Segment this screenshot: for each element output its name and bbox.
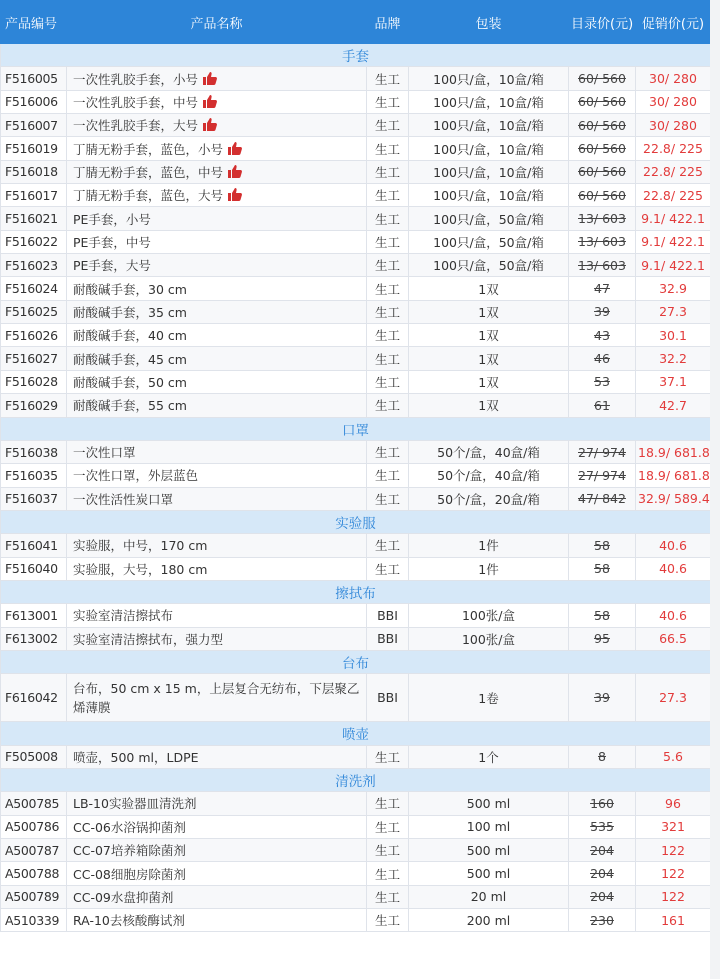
promo-price-cell: 9.1/ 422.1 xyxy=(636,230,711,253)
product-code-cell: F516029 xyxy=(1,394,67,417)
product-name-text: 丁腈无粉手套，蓝色，大号 xyxy=(73,188,224,204)
product-code-cell: F516027 xyxy=(1,347,67,370)
brand-cell: 生工 xyxy=(367,557,409,580)
product-code-cell: F613002 xyxy=(1,627,67,650)
table-row xyxy=(1,370,711,393)
product-name-cell xyxy=(67,909,367,932)
promo-price-cell: 32.2 xyxy=(636,347,711,370)
promo-price-cell: 30/ 280 xyxy=(636,114,711,137)
section-title: 台布 xyxy=(1,650,711,673)
brand-cell: 生工 xyxy=(367,839,409,862)
promo-price-cell: 5.6 xyxy=(636,745,711,768)
promo-price-cell: 40.6 xyxy=(636,534,711,557)
package-cell: 1双 xyxy=(409,324,569,347)
product-name-text: 实验室清洁擦拭布，强力型 xyxy=(73,631,224,647)
thumbs-up-icon xyxy=(227,141,243,155)
table-row xyxy=(1,557,711,580)
list-price-cell: 58 xyxy=(569,534,636,557)
package-cell: 100只/盒，10盒/箱 xyxy=(409,160,569,183)
list-price-cell: 204 xyxy=(569,839,636,862)
promo-price-cell: 42.7 xyxy=(636,394,711,417)
list-price-cell: 60/ 560 xyxy=(569,184,636,207)
promo-price-cell: 30.1 xyxy=(636,324,711,347)
brand-cell: 生工 xyxy=(367,277,409,300)
table-row xyxy=(1,160,711,183)
product-name-cell xyxy=(67,184,367,207)
list-price-cell: 60/ 560 xyxy=(569,90,636,113)
product-name-cell xyxy=(67,862,367,885)
product-code-cell: A500787 xyxy=(1,839,67,862)
list-price-cell: 39 xyxy=(569,300,636,323)
product-name-text: 台布，50 cm x 15 m，上层复合无纺布，下层聚乙烯薄膜 xyxy=(73,680,360,715)
package-cell: 100只/盒，10盒/箱 xyxy=(409,114,569,137)
section-title: 实验服 xyxy=(1,510,711,533)
product-name-cell xyxy=(67,557,367,580)
section-header-row xyxy=(1,580,711,603)
brand-cell: BBI xyxy=(367,674,409,722)
list-price-cell: 39 xyxy=(569,674,636,722)
product-name-text: 一次性乳胶手套，大号 xyxy=(73,118,199,134)
table-row xyxy=(1,254,711,277)
list-price-cell: 204 xyxy=(569,885,636,908)
promo-price-cell: 30/ 280 xyxy=(636,67,711,90)
table-row xyxy=(1,627,711,650)
header-promo-price: 促销价(元) xyxy=(636,1,711,44)
product-name-cell xyxy=(67,207,367,230)
product-name-cell xyxy=(67,487,367,510)
product-name-text: 一次性口罩，外层蓝色 xyxy=(73,468,199,484)
brand-cell: 生工 xyxy=(367,347,409,370)
package-cell: 100只/盒，10盒/箱 xyxy=(409,184,569,207)
table-row xyxy=(1,885,711,908)
section-header-row xyxy=(1,768,711,791)
list-price-cell: 47/ 842 xyxy=(569,487,636,510)
table-row xyxy=(1,487,711,510)
product-code-cell: F516037 xyxy=(1,487,67,510)
list-price-cell: 535 xyxy=(569,815,636,838)
package-cell: 100张/盒 xyxy=(409,604,569,627)
product-name-cell xyxy=(67,815,367,838)
header-code: 产品编号 xyxy=(1,1,67,44)
promo-price-cell: 122 xyxy=(636,839,711,862)
product-name-text: CC-08细胞房除菌剂 xyxy=(73,866,186,882)
product-name-cell xyxy=(67,277,367,300)
brand-cell: BBI xyxy=(367,627,409,650)
section-title: 擦拭布 xyxy=(1,580,711,603)
product-name-text: 耐酸碱手套，40 cm xyxy=(73,328,187,344)
package-cell: 100只/盒，50盒/箱 xyxy=(409,207,569,230)
brand-cell: 生工 xyxy=(367,745,409,768)
package-cell: 1双 xyxy=(409,347,569,370)
product-code-cell: F516040 xyxy=(1,557,67,580)
product-code-cell: F516024 xyxy=(1,277,67,300)
product-name-text: CC-07培养箱除菌剂 xyxy=(73,843,186,859)
product-code-cell: A500785 xyxy=(1,792,67,815)
promo-price-cell: 22.8/ 225 xyxy=(636,160,711,183)
brand-cell: 生工 xyxy=(367,114,409,137)
product-name-text: 一次性乳胶手套，小号 xyxy=(73,71,199,87)
brand-cell: 生工 xyxy=(367,464,409,487)
table-row xyxy=(1,300,711,323)
product-name-cell xyxy=(67,674,367,722)
product-name-text: CC-06水浴锅抑菌剂 xyxy=(73,819,186,835)
thumbs-up-icon xyxy=(202,71,218,85)
list-price-cell: 61 xyxy=(569,394,636,417)
brand-cell: 生工 xyxy=(367,184,409,207)
package-cell: 100只/盒，50盒/箱 xyxy=(409,254,569,277)
brand-cell: 生工 xyxy=(367,300,409,323)
section-header-row xyxy=(1,510,711,533)
brand-cell: 生工 xyxy=(367,394,409,417)
product-code-cell: A500786 xyxy=(1,815,67,838)
list-price-cell: 60/ 560 xyxy=(569,137,636,160)
table-row xyxy=(1,230,711,253)
brand-cell: 生工 xyxy=(367,815,409,838)
package-cell: 1卷 xyxy=(409,674,569,722)
table-row xyxy=(1,464,711,487)
product-name-text: PE手套，中号 xyxy=(73,234,151,250)
promo-price-cell: 27.3 xyxy=(636,300,711,323)
package-cell: 20 ml xyxy=(409,885,569,908)
table-row xyxy=(1,534,711,557)
table-row xyxy=(1,745,711,768)
list-price-cell: 230 xyxy=(569,909,636,932)
header-name: 产品名称 xyxy=(67,1,367,44)
product-name-cell xyxy=(67,324,367,347)
list-price-cell: 27/ 974 xyxy=(569,440,636,463)
promo-price-cell: 9.1/ 422.1 xyxy=(636,207,711,230)
product-code-cell: F516019 xyxy=(1,137,67,160)
thumbs-up-icon xyxy=(202,117,218,131)
product-name-cell xyxy=(67,440,367,463)
product-name-cell xyxy=(67,137,367,160)
table-row xyxy=(1,137,711,160)
product-name-text: 一次性乳胶手套，中号 xyxy=(73,94,199,110)
brand-cell: 生工 xyxy=(367,324,409,347)
product-code-cell: F516018 xyxy=(1,160,67,183)
promo-price-cell: 18.9/ 681.8 xyxy=(636,440,711,463)
brand-cell: 生工 xyxy=(367,487,409,510)
product-code-cell: A500788 xyxy=(1,862,67,885)
list-price-cell: 160 xyxy=(569,792,636,815)
list-price-cell: 8 xyxy=(569,745,636,768)
promo-price-cell: 122 xyxy=(636,885,711,908)
product-name-cell xyxy=(67,67,367,90)
table-row xyxy=(1,324,711,347)
package-cell: 100只/盒，10盒/箱 xyxy=(409,137,569,160)
product-name-cell xyxy=(67,464,367,487)
header-pack: 包装 xyxy=(409,1,569,44)
table-row xyxy=(1,815,711,838)
package-cell: 100只/盒，10盒/箱 xyxy=(409,67,569,90)
product-name-cell xyxy=(67,394,367,417)
promo-price-cell: 32.9/ 589.4 xyxy=(636,487,711,510)
section-title: 清洗剂 xyxy=(1,768,711,791)
product-name-cell xyxy=(67,370,367,393)
package-cell: 100 ml xyxy=(409,815,569,838)
brand-cell: 生工 xyxy=(367,230,409,253)
package-cell: 50个/盒，40盒/箱 xyxy=(409,464,569,487)
promo-price-cell: 96 xyxy=(636,792,711,815)
product-code-cell: F516007 xyxy=(1,114,67,137)
table-row xyxy=(1,347,711,370)
product-name-cell xyxy=(67,604,367,627)
product-name-text: 实验服，大号，180 cm xyxy=(73,561,208,577)
product-name-text: 耐酸碱手套，35 cm xyxy=(73,304,187,320)
brand-cell: 生工 xyxy=(367,792,409,815)
promo-price-cell: 40.6 xyxy=(636,557,711,580)
product-code-cell: F516022 xyxy=(1,230,67,253)
package-cell: 1双 xyxy=(409,300,569,323)
table-row xyxy=(1,207,711,230)
product-name-cell xyxy=(67,347,367,370)
promo-price-cell: 66.5 xyxy=(636,627,711,650)
package-cell: 1双 xyxy=(409,394,569,417)
product-code-cell: A500789 xyxy=(1,885,67,908)
promo-price-cell: 161 xyxy=(636,909,711,932)
product-name-text: CC-09水盘抑菌剂 xyxy=(73,889,174,905)
section-header-row xyxy=(1,722,711,745)
brand-cell: 生工 xyxy=(367,90,409,113)
table-row xyxy=(1,277,711,300)
table-row xyxy=(1,674,711,722)
package-cell: 1件 xyxy=(409,534,569,557)
table-row xyxy=(1,604,711,627)
product-name-text: 一次性活性炭口罩 xyxy=(73,491,174,507)
list-price-cell: 95 xyxy=(569,627,636,650)
table-row xyxy=(1,90,711,113)
package-cell: 500 ml xyxy=(409,792,569,815)
list-price-cell: 13/ 603 xyxy=(569,207,636,230)
product-code-cell: F516035 xyxy=(1,464,67,487)
product-code-cell: F516021 xyxy=(1,207,67,230)
product-name-text: 耐酸碱手套，30 cm xyxy=(73,281,187,297)
product-name-cell xyxy=(67,627,367,650)
package-cell: 100只/盒，10盒/箱 xyxy=(409,90,569,113)
brand-cell: 生工 xyxy=(367,440,409,463)
product-name-cell xyxy=(67,160,367,183)
promo-price-cell: 122 xyxy=(636,862,711,885)
section-title: 手套 xyxy=(1,44,711,67)
header-brand: 品牌 xyxy=(367,1,409,44)
product-name-cell xyxy=(67,230,367,253)
product-code-cell: F516041 xyxy=(1,534,67,557)
list-price-cell: 60/ 560 xyxy=(569,114,636,137)
product-name-text: 丁腈无粉手套，蓝色，小号 xyxy=(73,141,224,157)
product-code-cell: F516025 xyxy=(1,300,67,323)
product-name-text: 实验服，中号，170 cm xyxy=(73,538,208,554)
product-name-text: 一次性口罩 xyxy=(73,445,136,461)
package-cell: 100只/盒，50盒/箱 xyxy=(409,230,569,253)
brand-cell: BBI xyxy=(367,604,409,627)
product-name-text: 耐酸碱手套，45 cm xyxy=(73,351,187,367)
table-row xyxy=(1,839,711,862)
package-cell: 1个 xyxy=(409,745,569,768)
list-price-cell: 46 xyxy=(569,347,636,370)
brand-cell: 生工 xyxy=(367,160,409,183)
page-edge xyxy=(710,0,720,979)
product-code-cell: F613001 xyxy=(1,604,67,627)
product-name-cell xyxy=(67,745,367,768)
table-header-row xyxy=(1,1,711,44)
table-row xyxy=(1,792,711,815)
product-name-cell xyxy=(67,885,367,908)
brand-cell: 生工 xyxy=(367,370,409,393)
section-title: 喷壶 xyxy=(1,722,711,745)
package-cell: 100张/盒 xyxy=(409,627,569,650)
product-name-text: LB-10实验器皿清洗剂 xyxy=(73,796,197,812)
table-row xyxy=(1,184,711,207)
list-price-cell: 60/ 560 xyxy=(569,67,636,90)
product-name-text: 耐酸碱手套，55 cm xyxy=(73,398,187,414)
package-cell: 1双 xyxy=(409,277,569,300)
package-cell: 500 ml xyxy=(409,839,569,862)
product-name-cell xyxy=(67,534,367,557)
product-code-cell: F516028 xyxy=(1,370,67,393)
product-code-cell: F516017 xyxy=(1,184,67,207)
list-price-cell: 60/ 560 xyxy=(569,160,636,183)
brand-cell: 生工 xyxy=(367,534,409,557)
product-name-text: 喷壶，500 ml，LDPE xyxy=(73,749,199,765)
thumbs-up-icon xyxy=(202,94,218,108)
product-name-text: 丁腈无粉手套，蓝色，中号 xyxy=(73,164,224,180)
thumbs-up-icon xyxy=(227,164,243,178)
list-price-cell: 204 xyxy=(569,862,636,885)
product-code-cell: F516038 xyxy=(1,440,67,463)
brand-cell: 生工 xyxy=(367,254,409,277)
promo-price-cell: 27.3 xyxy=(636,674,711,722)
product-name-cell xyxy=(67,792,367,815)
promo-price-cell: 32.9 xyxy=(636,277,711,300)
table-row xyxy=(1,114,711,137)
product-name-text: PE手套，小号 xyxy=(73,211,151,227)
brand-cell: 生工 xyxy=(367,885,409,908)
section-header-row xyxy=(1,650,711,673)
product-name-cell xyxy=(67,114,367,137)
package-cell: 200 ml xyxy=(409,909,569,932)
brand-cell: 生工 xyxy=(367,207,409,230)
product-name-cell xyxy=(67,300,367,323)
promo-price-cell: 30/ 280 xyxy=(636,90,711,113)
brand-cell: 生工 xyxy=(367,67,409,90)
list-price-cell: 58 xyxy=(569,557,636,580)
promo-price-cell: 321 xyxy=(636,815,711,838)
list-price-cell: 53 xyxy=(569,370,636,393)
product-name-cell xyxy=(67,839,367,862)
section-header-row xyxy=(1,44,711,67)
table-row xyxy=(1,394,711,417)
section-title: 口罩 xyxy=(1,417,711,440)
package-cell: 500 ml xyxy=(409,862,569,885)
product-name-text: 耐酸碱手套，50 cm xyxy=(73,374,187,390)
promo-price-cell: 37.1 xyxy=(636,370,711,393)
product-code-cell: A510339 xyxy=(1,909,67,932)
table-row xyxy=(1,440,711,463)
product-code-cell: F505008 xyxy=(1,745,67,768)
list-price-cell: 58 xyxy=(569,604,636,627)
list-price-cell: 27/ 974 xyxy=(569,464,636,487)
list-price-cell: 13/ 603 xyxy=(569,230,636,253)
list-price-cell: 43 xyxy=(569,324,636,347)
product-name-text: 实验室清洁擦拭布 xyxy=(73,608,174,624)
promo-price-cell: 40.6 xyxy=(636,604,711,627)
promo-price-cell: 9.1/ 422.1 xyxy=(636,254,711,277)
list-price-cell: 13/ 603 xyxy=(569,254,636,277)
promo-price-cell: 18.9/ 681.8 xyxy=(636,464,711,487)
table-row xyxy=(1,862,711,885)
promo-price-cell: 22.8/ 225 xyxy=(636,137,711,160)
package-cell: 1件 xyxy=(409,557,569,580)
package-cell: 50个/盒，40盒/箱 xyxy=(409,440,569,463)
product-code-cell: F516005 xyxy=(1,67,67,90)
brand-cell: 生工 xyxy=(367,862,409,885)
table-row xyxy=(1,67,711,90)
product-name-cell xyxy=(67,90,367,113)
table-body xyxy=(1,44,711,932)
package-cell: 50个/盒，20盒/箱 xyxy=(409,487,569,510)
list-price-cell: 47 xyxy=(569,277,636,300)
product-name-text: PE手套，大号 xyxy=(73,258,151,274)
header-list-price: 目录价(元) xyxy=(569,1,636,44)
brand-cell: 生工 xyxy=(367,137,409,160)
product-code-cell: F516026 xyxy=(1,324,67,347)
product-name-text: RA-10去核酸酶试剂 xyxy=(73,913,185,929)
promo-price-cell: 22.8/ 225 xyxy=(636,184,711,207)
product-code-cell: F516023 xyxy=(1,254,67,277)
brand-cell: 生工 xyxy=(367,909,409,932)
table-row xyxy=(1,909,711,932)
section-header-row xyxy=(1,417,711,440)
thumbs-up-icon xyxy=(227,187,243,201)
product-code-cell: F516006 xyxy=(1,90,67,113)
product-name-cell xyxy=(67,254,367,277)
package-cell: 1双 xyxy=(409,370,569,393)
product-code-cell: F616042 xyxy=(1,674,67,722)
